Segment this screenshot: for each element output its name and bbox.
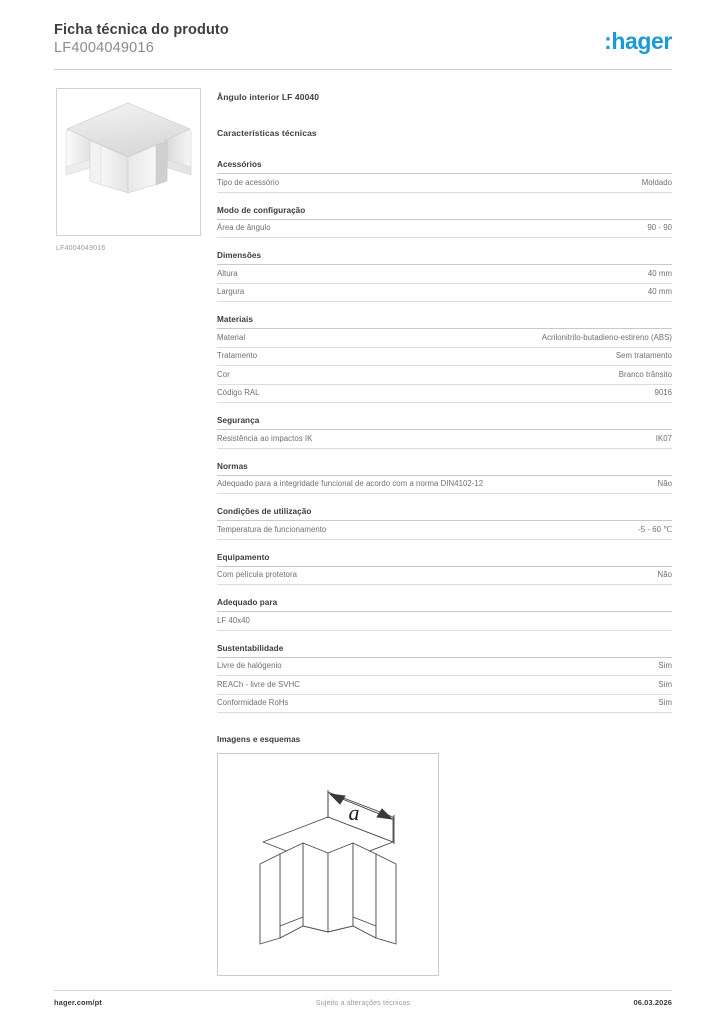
spec-row-label: Material (217, 332, 246, 342)
spec-row-value: 90 - 90 (647, 223, 672, 232)
spec-row-label: Tratamento (217, 351, 258, 360)
spec-sections (217, 160, 672, 713)
spec-row (217, 676, 672, 695)
spec-row (217, 174, 672, 193)
spec-row (217, 265, 672, 284)
schematics-title: Imagens e esquemas (217, 735, 301, 744)
spec-row-value: Moldado (641, 177, 672, 187)
spec-section (217, 507, 672, 540)
page-header (54, 22, 672, 62)
document-reference: LF4004049016 (54, 40, 154, 56)
spec-section-heading: Adequado para (217, 598, 672, 612)
spec-section (217, 598, 672, 631)
spec-row-value: Acrilonitrilo-butadieno-estireno (ABS) (541, 332, 672, 342)
spec-section (217, 644, 672, 714)
spec-section-heading: Materiais (217, 315, 672, 329)
footer-divider (54, 990, 672, 991)
spec-row (217, 612, 672, 631)
spec-row-value: Sim (658, 661, 672, 670)
spec-row-value: -5 - 60 ℃ (638, 524, 672, 534)
spec-row-value: 9016 (654, 388, 672, 397)
spec-row-value: Sim (658, 698, 672, 707)
spec-row-label: Resistência ao impactos IK (217, 433, 313, 443)
spec-section-heading: Modo de configuração (217, 206, 672, 220)
hager-logo[interactable]: :hager (604, 28, 672, 54)
spec-section (217, 416, 672, 449)
footer-date: 06.03.2026 (633, 998, 672, 1007)
spec-row-label: Temperatura de funcionamento (217, 524, 327, 534)
spec-row (217, 284, 672, 303)
spec-row (217, 329, 672, 348)
spec-section-heading: Equipamento (217, 553, 672, 567)
spec-row-label: Altura (217, 268, 238, 278)
specifications-column (217, 92, 672, 976)
spec-row (217, 658, 672, 677)
spec-row-label: Com película protetora (217, 570, 297, 579)
spec-row (217, 385, 672, 404)
spec-row-label: Tipo de acessório (217, 177, 280, 187)
spec-section-heading: Segurança (217, 416, 672, 430)
spec-section-heading: Sustentabilidade (217, 644, 672, 658)
spec-row-value: Não (657, 479, 672, 488)
spec-row (217, 348, 672, 367)
page-title: Ficha técnica do produto (54, 22, 229, 38)
footer-disclaimer: Sujeito a alterações técnicas (315, 998, 411, 1007)
spec-row-value: Não (657, 570, 672, 579)
spec-section-heading: Dimensões (217, 251, 672, 265)
spec-row-label: Adequado para a integridade funcional de acordo com a norma DIN4102-12 (217, 479, 484, 488)
spec-row (217, 567, 672, 586)
spec-row-label: Área de ângulo (217, 223, 271, 232)
spec-row-value: IK07 (655, 433, 672, 443)
spec-section-heading: Acessórios (217, 160, 672, 174)
spec-row (217, 521, 672, 540)
spec-row (217, 476, 672, 495)
spec-row (217, 366, 672, 385)
schematic-drawing (217, 753, 439, 976)
spec-section (217, 553, 672, 586)
product-photo-caption: LF4004049016 (56, 245, 106, 252)
spec-row-label: Código RAL (217, 388, 260, 397)
spec-row-value: Sim (658, 679, 672, 689)
spec-row-value: 40 mm (647, 287, 672, 296)
spec-row (217, 430, 672, 449)
spec-section (217, 462, 672, 495)
spec-row-label: Cor (217, 369, 230, 379)
spec-row-label: Largura (217, 287, 245, 296)
corner-angle-schematic-svg (218, 754, 438, 975)
footer-website-link[interactable]: hager.com/pt (54, 998, 102, 1007)
spec-row-value: 40 mm (647, 268, 672, 278)
spec-section-heading: Normas (217, 462, 672, 476)
spec-row (217, 695, 672, 714)
product-corner-photo-svg (57, 89, 200, 235)
spec-section (217, 206, 672, 239)
page-footer (54, 998, 672, 1012)
spec-section (217, 251, 672, 302)
header-divider (54, 69, 672, 70)
spec-row (217, 220, 672, 239)
spec-row-value: Sem tratamento (615, 351, 672, 360)
spec-row-label: Conformidade RoHs (217, 698, 289, 707)
spec-row-value: Branco trânsito (618, 369, 672, 379)
spec-section-heading: Condições de utilização (217, 507, 672, 521)
product-photo (56, 88, 201, 236)
spec-row-label: Livre de halógenio (217, 661, 282, 670)
technical-characteristics-title: Características técnicas (217, 128, 317, 138)
product-name: Ângulo interior LF 40040 (217, 92, 320, 102)
dimension-label-a: a (348, 800, 360, 825)
spec-row-label: REACh - livre de SVHC (217, 679, 300, 689)
spec-row-label: LF 40x40 (217, 615, 250, 625)
spec-section (217, 315, 672, 403)
spec-section (217, 160, 672, 193)
